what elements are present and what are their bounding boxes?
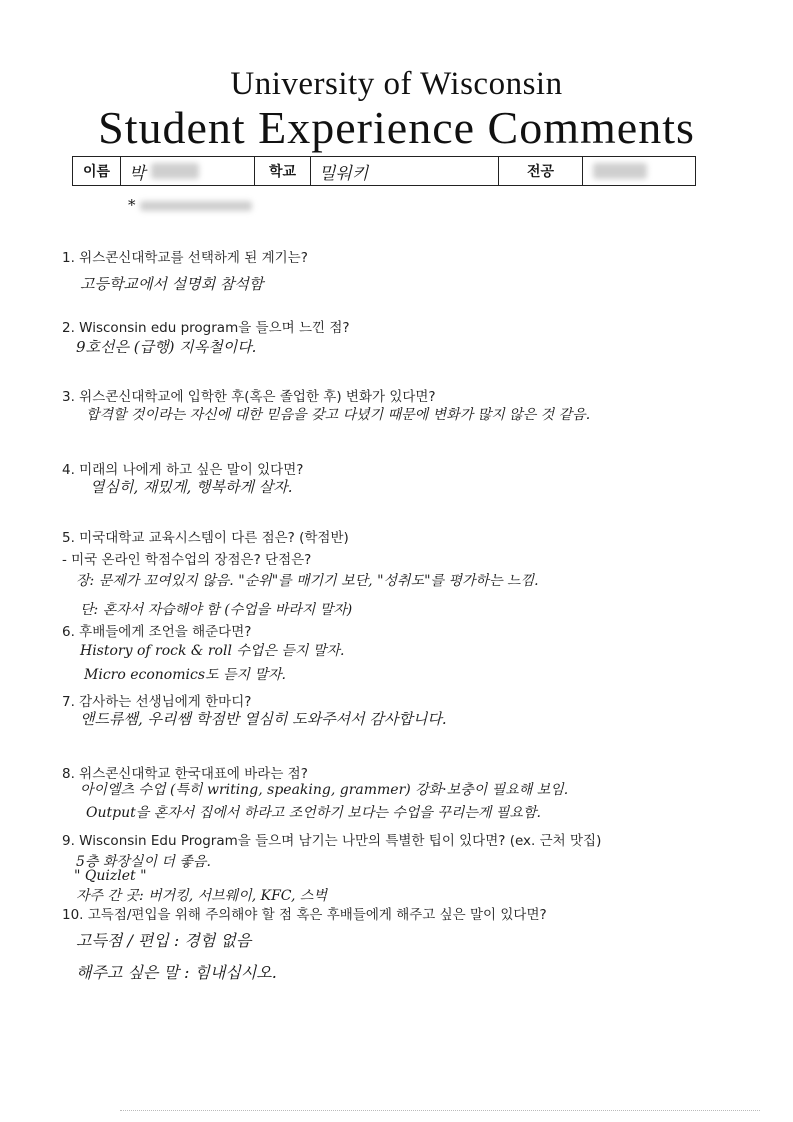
redacted-major (593, 163, 647, 179)
question-5-sub: - 미국 온라인 학점수업의 장점은? 단점은? (62, 552, 312, 568)
question-6: 6. 후배들에게 조언을 해준다면? (62, 624, 252, 640)
answer-5-pros: 장: 문제가 꼬여있지 않음. "순위"를 매기기 보단, "성취도"를 평가하는 느낌. (76, 573, 539, 589)
answer-9-line-3: 자주 간 곳: 버거킹, 서브웨이, KFC, 스벅 (76, 888, 327, 904)
student-info-table (72, 156, 696, 186)
question-4: 4. 미래의 나에게 하고 싶은 말이 있다면? (62, 462, 304, 478)
major-field (583, 157, 695, 185)
answer-10-line-2: 해주고 싶은 말 : 힘내십시오. (76, 963, 277, 982)
answer-4: 열심히, 재밌게, 행복하게 살자. (90, 478, 293, 496)
answer-9-line-2: " Quizlet " (74, 868, 147, 884)
school-label: 학교 (255, 157, 311, 185)
school-value: 밀워키 (319, 163, 369, 184)
redacted-name (151, 163, 199, 179)
name-value: 박 (129, 163, 146, 184)
answer-7: 앤드류쌤, 우리쌤 학점반 열심히 도와주셔서 감사합니다. (80, 710, 447, 728)
redacted-note: * (128, 196, 252, 214)
scan-artifact-divider (120, 1110, 760, 1111)
university-heading: University of Wisconsin (230, 66, 563, 102)
answer-5-cons: 단: 혼자서 자습해야 함 (수업을 바라지 말자) (80, 602, 353, 618)
answer-3: 합격할 것이라는 자신에 대한 믿음을 갖고 다녔기 때문에 변화가 많지 않은 것 같음. (86, 407, 591, 423)
answer-8-line-1: 아이엘츠 수업 (특히 writing, speaking, grammer) 강화·보충이 필요해 보임. (80, 782, 569, 798)
name-field (121, 157, 255, 185)
answer-6-line-2: Micro economics도 듣지 말자. (84, 667, 286, 683)
question-7: 7. 감사하는 선생님에게 한마디? (62, 694, 252, 710)
document-title: Student Experience Comments (98, 102, 695, 153)
answer-8-line-2: Output을 혼자서 집에서 하라고 조언하기 보다는 수업을 꾸리는게 필요함. (86, 805, 541, 821)
question-8: 8. 위스콘신대학교 한국대표에 바라는 점? (62, 766, 308, 782)
school-field (311, 157, 499, 185)
answer-1: 고등학교에서 설명회 참석함 (80, 275, 264, 293)
major-label: 전공 (499, 157, 583, 185)
answer-10-line-1: 고득점 / 편입 : 경험 없음 (76, 931, 252, 950)
question-3: 3. 위스콘신대학교에 입학한 후(혹은 졸업한 후) 변화가 있다면? (62, 389, 436, 405)
name-label: 이름 (73, 157, 121, 185)
answer-2: 9호선은 (급행) 지옥철이다. (76, 338, 257, 356)
answer-6-line-1: History of rock & roll 수업은 듣지 말자. (80, 643, 345, 659)
question-1: 1. 위스콘신대학교를 선택하게 된 계기는? (62, 250, 308, 266)
answer-9-line-1: 5층 화장실이 더 좋음. (76, 854, 211, 870)
question-5: 5. 미국대학교 교육시스템이 다른 점은? (학점반) (62, 530, 349, 546)
question-9: 9. Wisconsin Edu Program을 들으며 남기는 나만의 특별한 팁이 있다면? (ex. 근처 맛집) (62, 833, 602, 849)
question-2: 2. Wisconsin edu program을 들으며 느낀 점? (62, 320, 350, 336)
question-10: 10. 고득점/편입을 위해 주의해야 할 점 혹은 후배들에게 해주고 싶은 말이 있다면? (62, 907, 547, 923)
